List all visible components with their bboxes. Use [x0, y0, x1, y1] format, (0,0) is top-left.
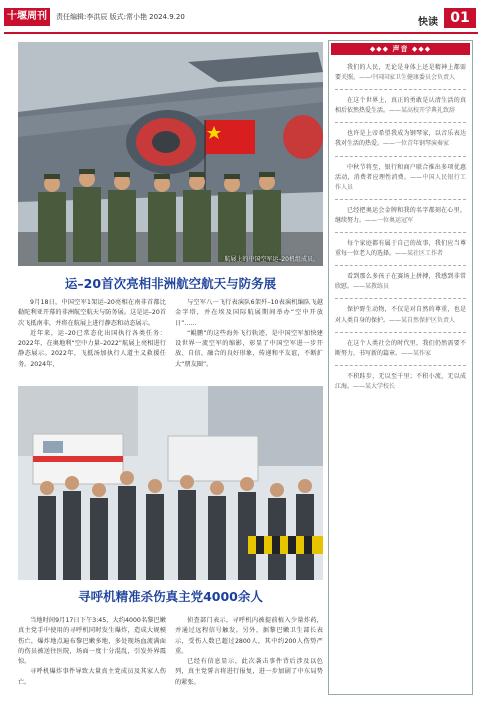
- voice-item: [335, 305, 466, 325]
- section-tag: 快读: [418, 17, 438, 28]
- voice-item: [335, 272, 466, 292]
- voice-source: ——中国国家卫生健康委员会负责人: [359, 74, 456, 82]
- voice-quote: 看到那么多孩子在赛场上拼搏，我感到非常欣慰。: [335, 273, 466, 291]
- voice-quote: 我们的人民，无论是身体上还是精神上都需要关照。: [335, 64, 466, 82]
- voice-divider: [335, 365, 466, 366]
- voice-quote: 每个家庭都有属于自己的故事，我们应当尊重每一位老人的选择。: [335, 240, 466, 258]
- story-y20-col1: [18, 298, 166, 370]
- voice-source: ——某自然保护区负责人: [389, 316, 456, 324]
- section-badge: 十堰周刊: [4, 8, 50, 26]
- voice-source: ——中国人民银行工作人员: [335, 173, 466, 191]
- main-column: [18, 42, 323, 692]
- voice-quote: 保护野生动物，不仅是对自然的尊重，也是对人类自身的保护。: [335, 306, 466, 324]
- paragraph: 当地时间9月17日下午3:45，大约4000名黎巴嫩真主党手中使用的寻呼机同时发生爆炸，造成大规模伤亡，爆炸地点遍布黎巴嫩多地，多处现场血流满面的伤员被送往医院，场面一度十分混乱，引发外界震惊。: [18, 617, 166, 666]
- voice-quote: 已经把奥运会金牌和我的名字都刻在心里，继续努力。: [335, 206, 466, 224]
- voice-divider: [335, 232, 466, 233]
- voice-quote: 不积跬步，无以至千里；不积小流，无以成江海。: [335, 372, 466, 390]
- voice-source: ——某大学校长: [353, 382, 396, 390]
- voice-divider: [335, 89, 466, 90]
- voice-divider: [335, 199, 466, 200]
- paragraph: 9月18日，中国空军1架运–20亮相在南非首都比勒陀利亚开幕的非洲航空航天与防务展。这是运–20首次飞抵南非，并将在航展上进行静态和动态展示。: [18, 299, 166, 327]
- voice-item: [335, 96, 466, 116]
- headline-y20: 运–20首次亮相非洲航空航天与防务展: [64, 276, 277, 291]
- voice-divider: [335, 265, 466, 266]
- voice-divider: [335, 332, 466, 333]
- story-pager-col2: [175, 616, 323, 688]
- story-pager-body: [18, 616, 323, 688]
- paragraph: 已经有信息显示，此次袭击事件背后涉及以色列，真主党誓言将进行报复，进一步加剧了中东局势的紧张。: [175, 658, 323, 686]
- voice-quote: 在这个世界上，真正的勇敢是认清生活的真相后依然热爱生活。: [335, 97, 466, 115]
- voice-title: ◆◆◆ 声音 ◆◆◆: [331, 43, 470, 55]
- paragraph: “鲲鹏”的这些海外飞行轨迹，是中国空军加快建设世界一流空军的缩影，彰显了中国空军进一步开放、自信、融合的良好形象，传递和平友谊，不断扩大“朋友圈”。: [175, 329, 323, 368]
- story-y20-body: [18, 298, 323, 370]
- paragraph: 侦查部门表示，寻呼机内被提前植入少量炸药，并通过远程信号触发。另外，据黎巴嫩卫生部长表示，受伤人数已超过2800人，其中约200人伤势严重。: [175, 617, 323, 655]
- voice-list: [335, 63, 466, 398]
- voice-divider: [335, 156, 466, 157]
- editor-meta: 责任编辑:李洪辰 版式:常小艳 2024.9.20: [56, 13, 185, 21]
- story-y20-col2: [175, 298, 323, 370]
- voice-item: [335, 206, 466, 226]
- headline-pager: 寻呼机精准杀伤真主党4000余人: [78, 589, 263, 604]
- voice-source: ——某教练员: [353, 283, 390, 291]
- photo-y20-crew: [18, 42, 323, 266]
- paragraph: 近年来，运–20已常态化出国执行各类任务：2022年，在奥地利“空中力量–2022”航展上亮相进行静态展示。2022年，飞抵汤加执行人道主义救援任务。2024年，: [18, 329, 166, 368]
- voice-divider: [335, 298, 466, 299]
- voice-item: [335, 239, 466, 259]
- voice-source: ——一位青年钢琴演奏家: [383, 140, 450, 148]
- voice-divider: [335, 122, 466, 123]
- voice-source: ——某社区工作者: [395, 250, 444, 258]
- paragraph: 与空军八一飞行表演队6架歼–10表演机编队飞越金字塔，并在埃及国际航展期间举办“空中开放日”……: [175, 299, 323, 327]
- photo-lebanon-street: [18, 386, 323, 580]
- voice-quote: 也许是上帝希望我成为钢琴家，以音乐表达我对生活的热爱。: [335, 130, 466, 148]
- voice-quote: 中秋节将至，银行和商户联合推出多项优惠活动，消费者应理性消费。: [335, 163, 466, 181]
- page-header: [0, 0, 482, 34]
- street-photo-illustration: [18, 386, 323, 580]
- voice-column: [328, 40, 473, 695]
- header-rule: [4, 32, 478, 34]
- voice-source: ——某作家: [401, 349, 432, 357]
- voice-item: [335, 372, 466, 392]
- paragraph: 寻呼机爆炸事件导致大量真主党成员及其家人伤亡。: [18, 668, 166, 686]
- voice-item: [335, 63, 466, 83]
- voice-item: [335, 129, 466, 149]
- voice-item: [335, 339, 466, 359]
- page-number: 01: [444, 8, 476, 28]
- voice-source: ——一位奥运冠军: [365, 216, 414, 224]
- voice-source: ——某高校开学典礼致辞: [389, 107, 456, 115]
- photo-caption: 航展上的中国空军运–20机组成员。: [224, 256, 319, 263]
- voice-quote: 在这个人类社会的时代里，我们仍然需要不断努力，书写新的篇章。: [335, 339, 466, 357]
- y20-photo-illustration: [18, 42, 323, 266]
- voice-item: [335, 163, 466, 193]
- story-pager-col1: [18, 616, 166, 688]
